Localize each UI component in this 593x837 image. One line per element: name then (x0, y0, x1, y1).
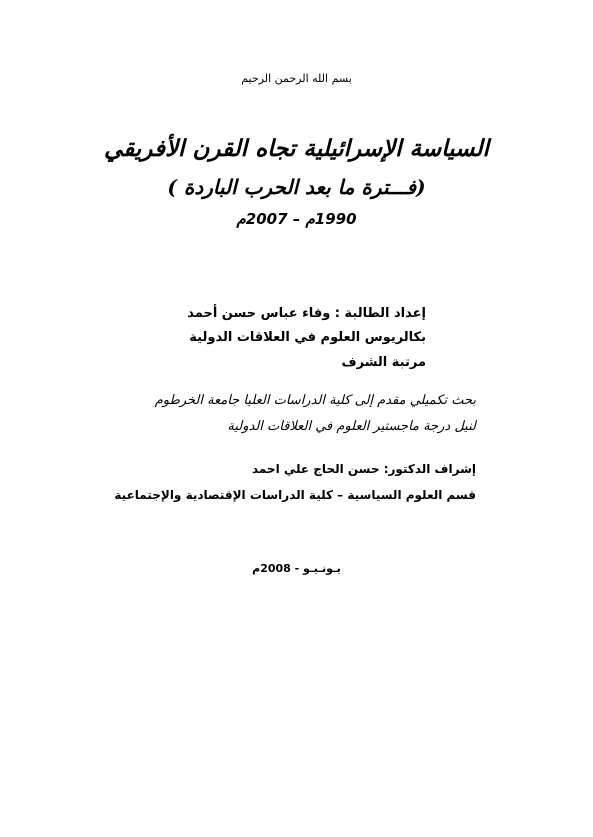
submission-date: يـونـيـو - 2008م (252, 562, 341, 575)
student-degree: بكالريوس العلوم في العلاقات الدولية (189, 330, 426, 345)
student-honors: مرتبة الشرف (341, 355, 426, 370)
thesis-subtitle: (فـــترة ما بعد الحرب الباردة ) (167, 175, 426, 199)
department-name: قسم العلوم السياسية – كلية الدراسات الإقتصادية والإجتماعية (114, 488, 476, 502)
thesis-title: السياسة الإسرائيلية تجاه القرن الأفريقي (104, 135, 489, 162)
research-statement-line-2: لنيل درجة ماجستير العلوم في العلاقات الدولية (227, 419, 476, 434)
basmala: بسم الله الرحمن الرحيم (241, 72, 352, 85)
thesis-years: 1990م – 2007م (236, 210, 357, 228)
student-name: إعداد الطالبة : وفاء عباس حسن أحمد (187, 306, 426, 321)
research-statement-line-1: بحث تكميلي مقدم إلى كلية الدراسات العليا جامعة الخرطوم (154, 393, 476, 408)
supervisor-name: إشراف الدكتور: حسن الحاج علي احمد (251, 462, 476, 476)
